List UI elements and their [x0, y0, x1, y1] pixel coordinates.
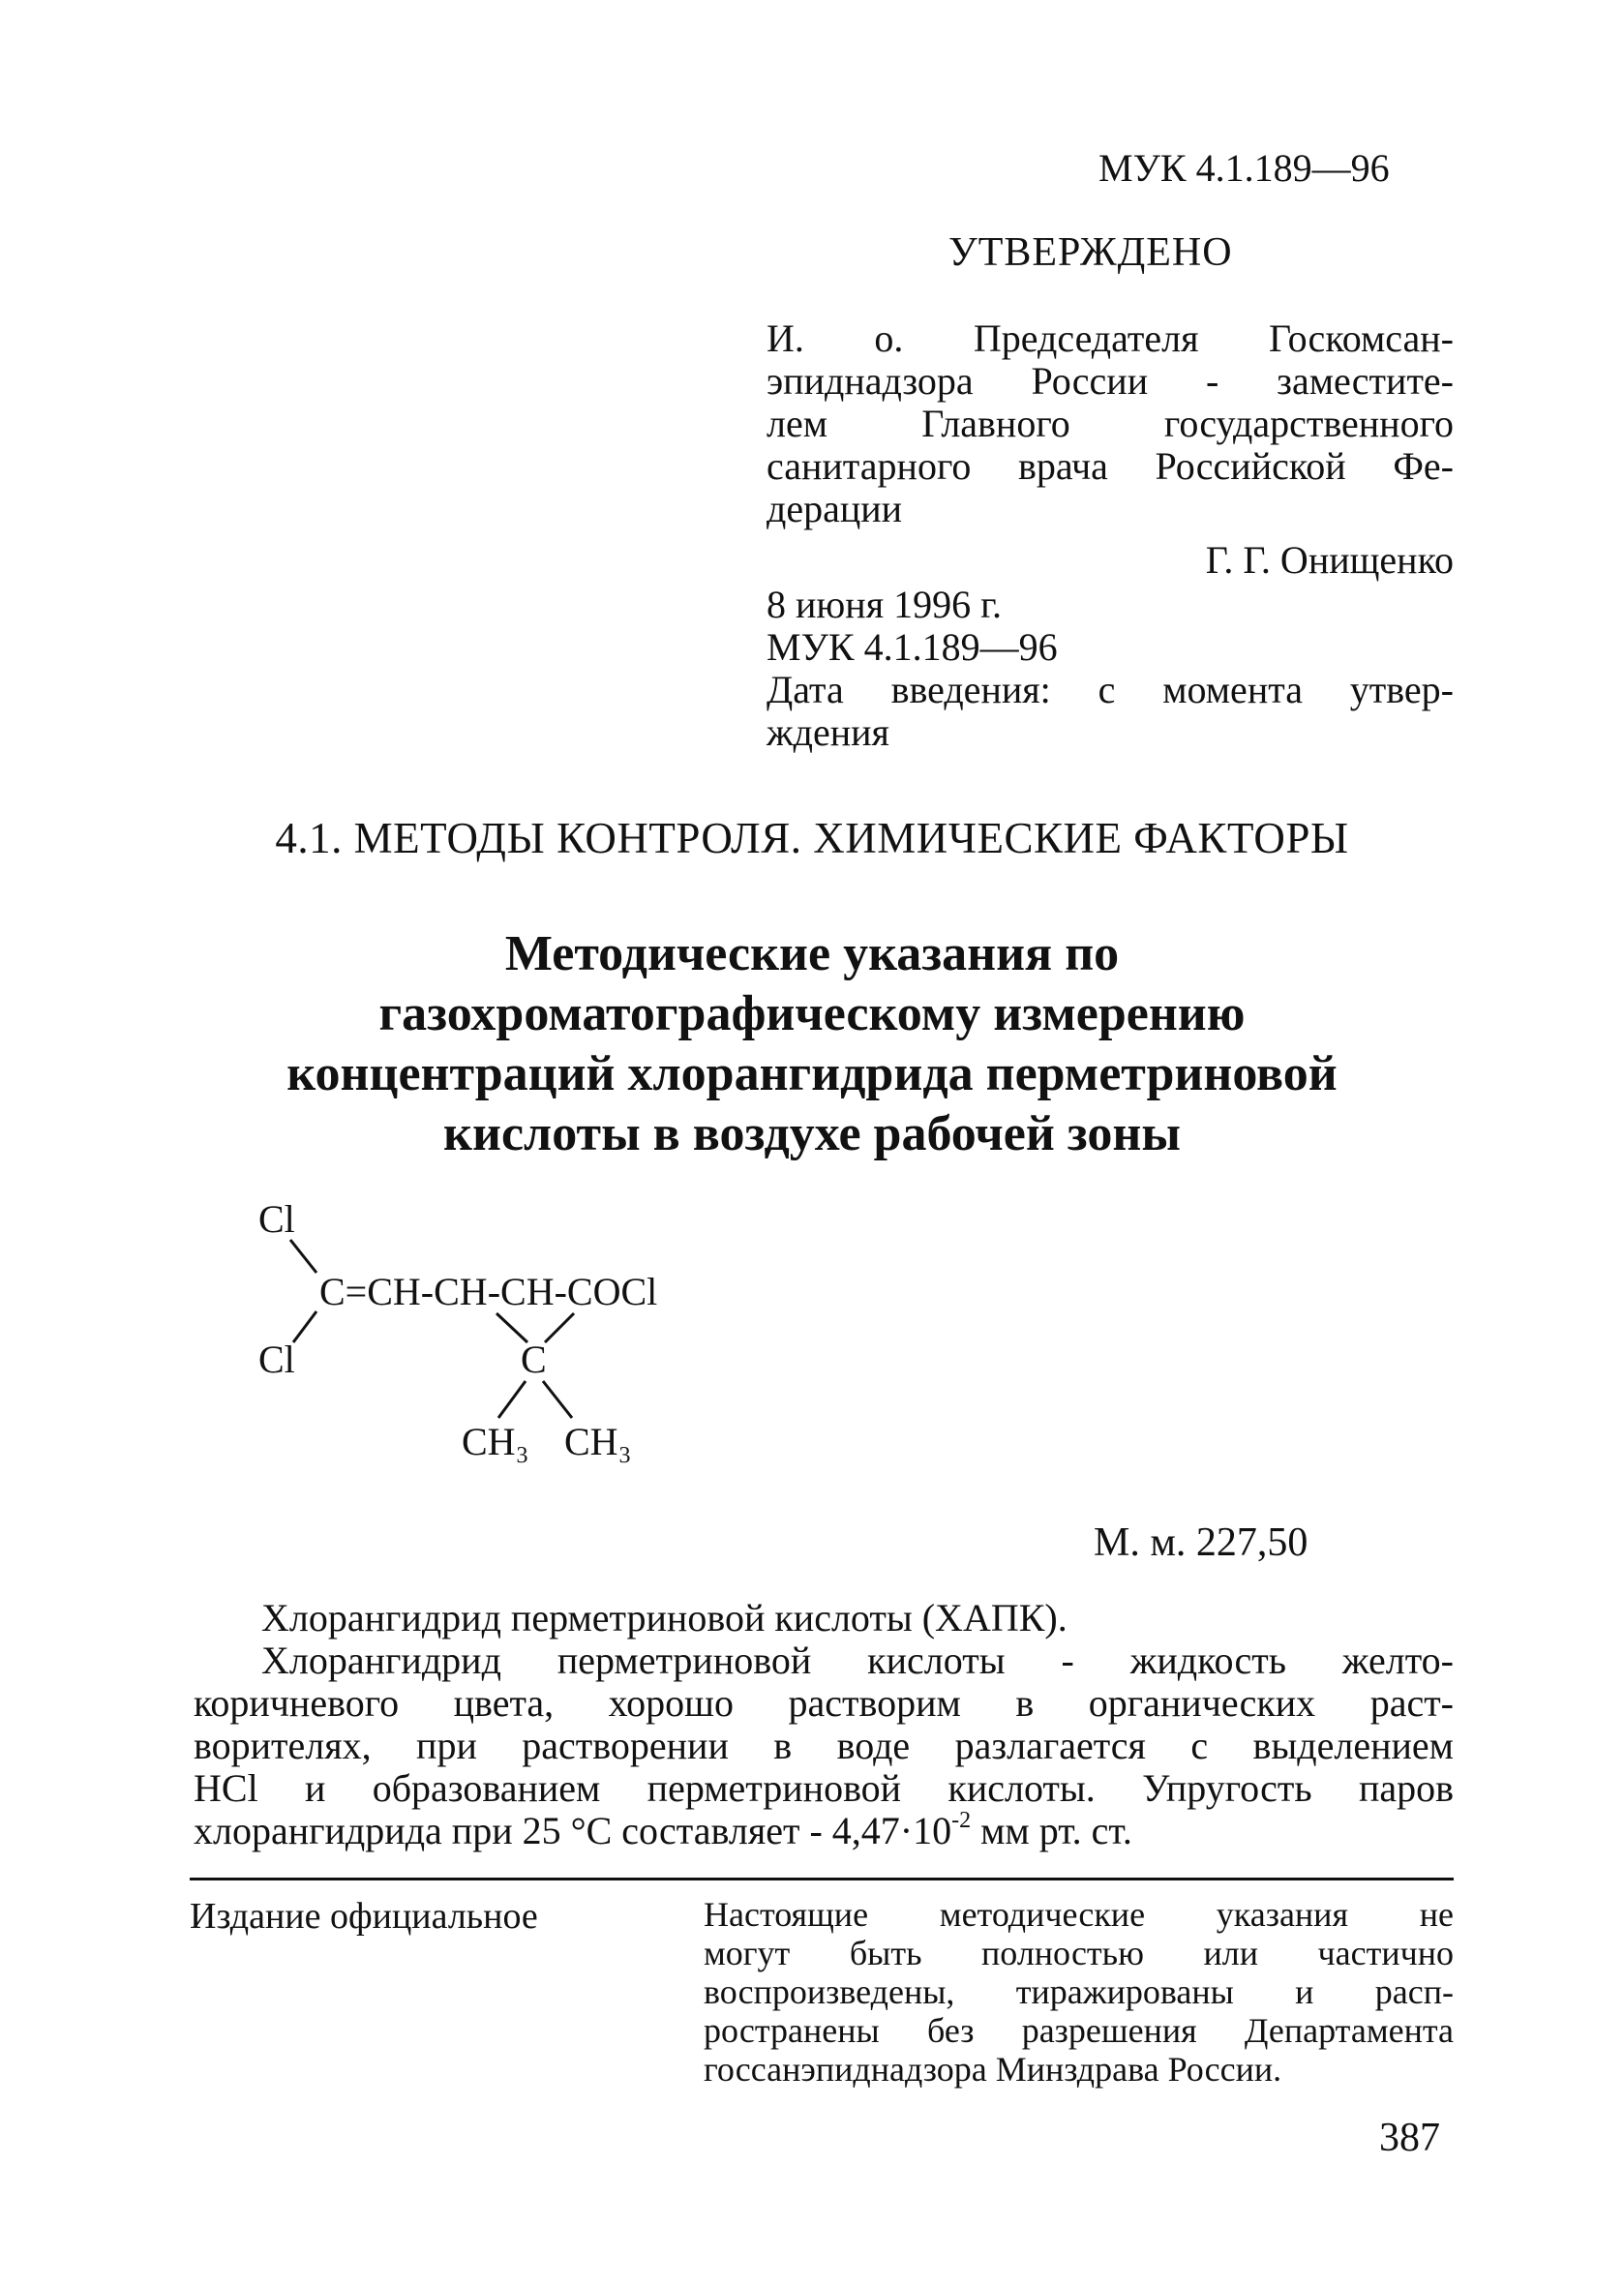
notice-line: воспроизведены, тиражированы и расп-: [704, 1972, 1454, 2011]
formula-drawing: [237, 1195, 818, 1486]
approver-line: И. о. Председателя Госкомсан-: [767, 316, 1454, 360]
title-line: Методические указания по: [504, 926, 1120, 981]
title-line: концентраций хлорангидрида перметриновой: [286, 1046, 1338, 1101]
structural-formula: [237, 1195, 818, 1486]
page-number: 387: [1379, 2116, 1440, 2160]
formula-c-ring: C: [521, 1338, 547, 1381]
bond-line: [293, 1311, 316, 1342]
formula-cl-bottom: Cl: [258, 1338, 295, 1381]
vapor-pressure-text: хлорангидрида при 25 °С составляет - 4,47·10: [194, 1809, 952, 1852]
approval-date: 8 июня 1996 г.: [767, 583, 1002, 626]
molecular-weight: М. м. 227,50: [1094, 1520, 1308, 1565]
notice-line: ространены без разрешения Департамента: [704, 2011, 1454, 2050]
bond-line: [498, 1381, 526, 1418]
signer-name: Г. Г. Онищенко: [1205, 538, 1454, 582]
formula-methyl-left: CH₃: [462, 1420, 529, 1463]
exponent: -2: [951, 1808, 972, 1834]
formula-chain: C=CH-CH-CH-COCl: [319, 1270, 658, 1313]
formula-cl-top: Cl: [258, 1197, 295, 1241]
approver-line: дерации: [767, 487, 903, 530]
section-title: 4.1. МЕТОДЫ КОНТРОЛЯ. ХИМИЧЕСКИЕ ФАКТОРЫ: [275, 814, 1349, 862]
approver-line: эпиднадзора России - заместите-: [767, 359, 1454, 403]
document-code: МУК 4.1.189—96: [1098, 146, 1390, 190]
body-line: ворителях, при растворении в воде разлагается с выделением: [194, 1724, 1454, 1767]
bond-line: [543, 1381, 572, 1418]
body-line-last: [194, 1810, 1454, 1852]
body-line: Хлорангидрид перметриновой кислоты - жидкость желто-: [261, 1639, 1454, 1682]
approval-stamp: УТВЕРЖДЕНО: [948, 230, 1233, 275]
title-line: газохроматографическому измерению: [378, 986, 1246, 1041]
title-line: кислоты в воздухе рабочей зоны: [443, 1106, 1181, 1161]
body-text: [194, 1596, 1454, 1852]
date-block: [767, 584, 1454, 754]
copyright-notice: [704, 1895, 1454, 2089]
document-title: [174, 924, 1450, 1164]
body-line: Хлорангидрид перметриновой кислоты (ХАПК).: [261, 1596, 1068, 1639]
pressure-unit: мм рт. ст.: [971, 1809, 1132, 1852]
doc-code-repeat: МУК 4.1.189—96: [767, 625, 1058, 669]
approver-line: санитарного врача Российской Фе-: [767, 444, 1454, 488]
approver-line: лем Главного государственного: [767, 402, 1454, 445]
body-line: HCl и образованием перметриновой кислоты. Упругость паров: [194, 1766, 1454, 1810]
notice-line: Настоящие методические указания не: [704, 1895, 1454, 1934]
bond-line: [290, 1240, 316, 1273]
notice-line: могут быть полностью или частично: [704, 1934, 1454, 1972]
intro-date-line: Дата введения: с момента утвер-: [767, 668, 1454, 711]
edition-label: Издание официальное: [190, 1896, 538, 1937]
bond-line: [496, 1313, 527, 1342]
footer-divider: [190, 1878, 1454, 1880]
formula-methyl-right: CH₃: [564, 1420, 632, 1463]
approver-block: [767, 317, 1454, 530]
intro-date-line: ждения: [767, 710, 889, 754]
body-line: коричневого цвета, хорошо растворим в органических раст-: [194, 1681, 1454, 1725]
bond-line: [545, 1313, 574, 1342]
notice-line: госсанэпиднадзора Минздрава России.: [704, 2050, 1282, 2089]
